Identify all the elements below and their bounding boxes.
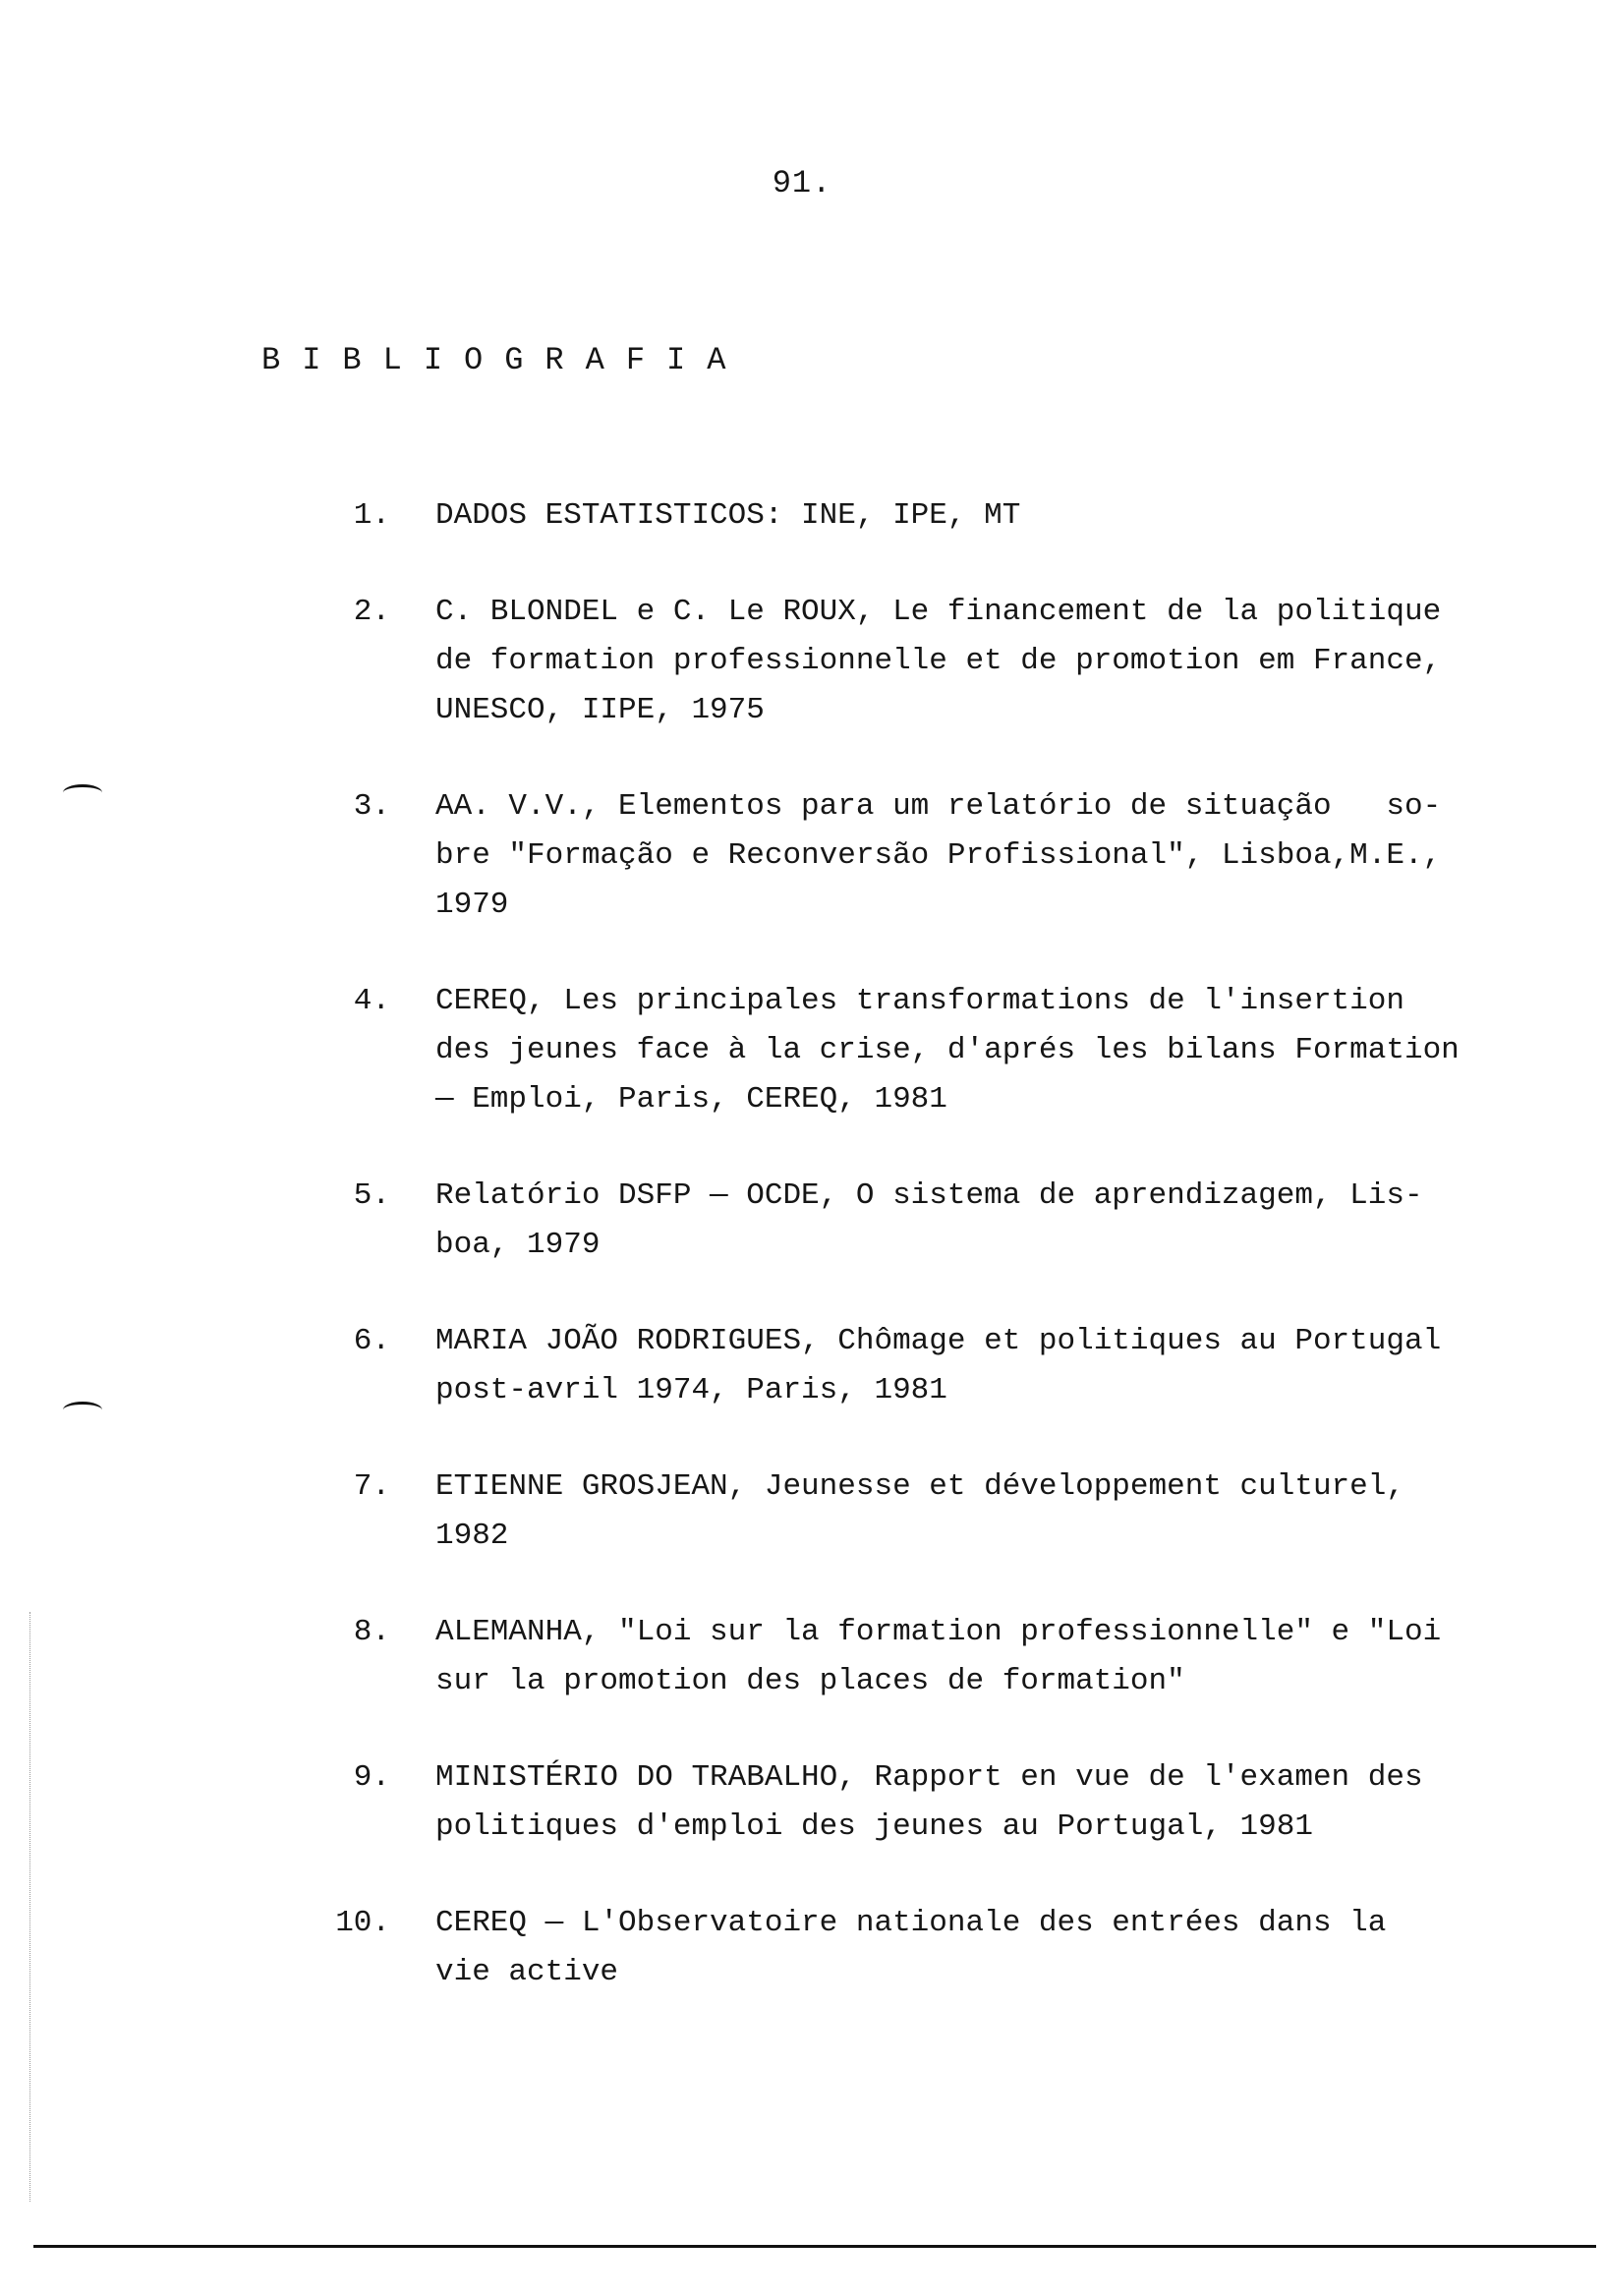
entry-text (435, 1608, 1517, 1706)
entry-line: 1982 (435, 1519, 509, 1553)
entry-number: 1. (353, 498, 390, 533)
entry-line: de formation professionnelle et de promotion em France, (435, 644, 1442, 678)
entry-number: 3. (353, 789, 390, 824)
entry-text (435, 588, 1517, 735)
entry-line: UNESCO, IIPE, 1975 (435, 693, 765, 727)
entry-number: 9. (353, 1760, 390, 1795)
entry-number: 8. (353, 1615, 390, 1649)
footer-rule (33, 2245, 1596, 2248)
entry-line: bre "Formação e Reconversão Profissional", Lisboa,M.E., (435, 838, 1442, 873)
entry-number: 6. (353, 1324, 390, 1358)
page-number: 91. (772, 165, 832, 201)
binding-mark (63, 784, 102, 801)
entry-text (435, 782, 1517, 930)
entry-line: des jeunes face à la crise, d'aprés les bilans Formation (435, 1033, 1460, 1067)
entry-line: ALEMANHA, "Loi sur la formation professionnelle" e "Loi (435, 1615, 1442, 1649)
entry-number: 10. (335, 1906, 390, 1940)
entry-text (435, 1753, 1517, 1852)
entry-line: sur la promotion des places de formation" (435, 1664, 1185, 1698)
entry-line: ETIENNE GROSJEAN, Jeunesse et développement culturel, (435, 1469, 1404, 1504)
entry-line: DADOS ESTATISTICOS: INE, IPE, MT (435, 498, 1021, 533)
entry-line: 1979 (435, 888, 509, 922)
entry-number: 4. (353, 984, 390, 1018)
scan-edge-artifact (29, 1612, 32, 2202)
entry-line: politiques d'emploi des jeunes au Portugal, 1981 (435, 1809, 1313, 1844)
entry-line: C. BLONDEL e C. Le ROUX, Le financement de la politique (435, 595, 1442, 629)
entry-line: CEREQ, Les principales transformations de l'insertion (435, 984, 1404, 1018)
entry-line: boa, 1979 (435, 1228, 601, 1262)
entry-text (435, 1463, 1517, 1561)
entry-number: 7. (353, 1469, 390, 1504)
entry-number: 5. (353, 1178, 390, 1213)
entry-line: — Emploi, Paris, CEREQ, 1981 (435, 1082, 947, 1117)
entry-text (435, 1317, 1517, 1415)
entry-text (435, 977, 1517, 1124)
entry-line: MARIA JOÃO RODRIGUES, Chômage et politiques au Portugal (435, 1324, 1442, 1358)
entry-line: AA. V.V., Elementos para um relatório de situação so- (435, 789, 1442, 824)
entry-line: vie active (435, 1955, 619, 1989)
entry-number: 2. (353, 595, 390, 629)
entry-text (435, 1172, 1517, 1270)
entry-text (435, 1899, 1517, 1997)
binding-mark (63, 1402, 102, 1418)
entry-line: Relatório DSFP — OCDE, O sistema de aprendizagem, Lis- (435, 1178, 1423, 1213)
bibliography-heading: BIBLIOGRAFIA (261, 342, 748, 378)
entry-line: MINISTÉRIO DO TRABALHO, Rapport en vue de l'examen des (435, 1760, 1423, 1795)
entry-line: post-avril 1974, Paris, 1981 (435, 1373, 947, 1407)
entry-line: CEREQ — L'Observatoire nationale des entrées dans la (435, 1906, 1387, 1940)
entry-text (435, 491, 1517, 541)
